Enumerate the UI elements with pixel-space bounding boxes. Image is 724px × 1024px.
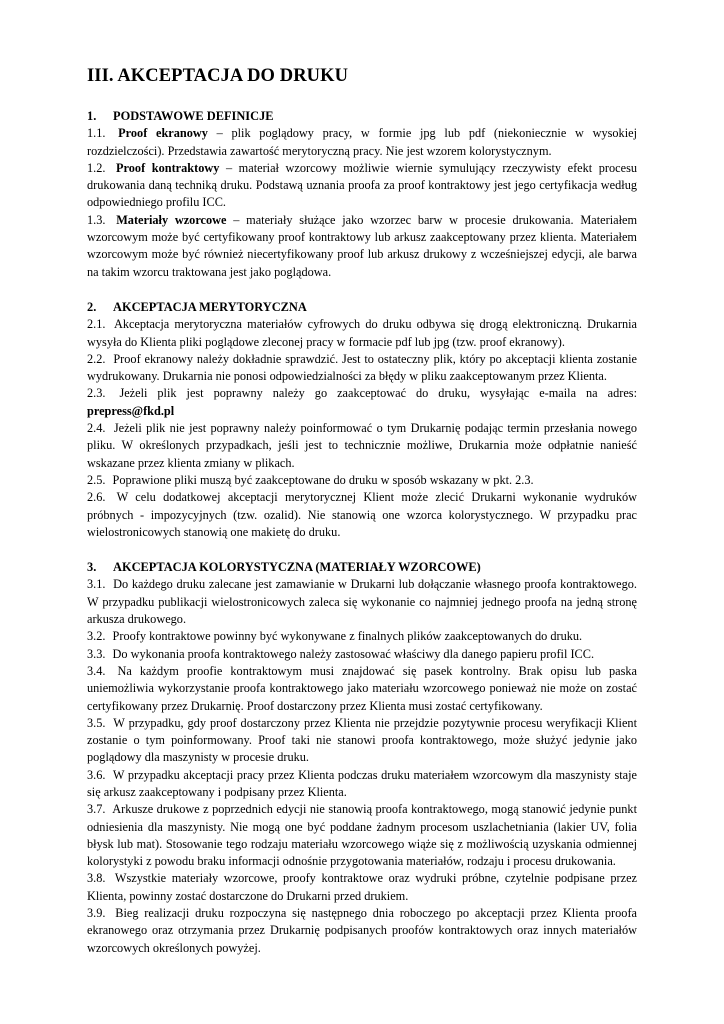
paragraph-3-1 bbox=[87, 576, 637, 628]
paragraph-text: Jeżeli plik jest poprawny należy go zaakceptować do druku, wysyłając e-maila na adres: bbox=[119, 386, 637, 401]
section-number: 1. bbox=[87, 109, 97, 123]
paragraph-number: 2.2. bbox=[87, 351, 106, 366]
paragraph-text: Akceptacja merytoryczna materiałów cyfrowych do druku odbywa się drogą elektroniczną. Drukarnia wysyła do Klienta pliki poglądowe zleconej pracy w formacie pdf lub jpg (tzw. proof ekranowy). bbox=[87, 317, 637, 349]
section-heading bbox=[87, 559, 637, 576]
paragraph-2-2 bbox=[87, 351, 637, 386]
section-heading bbox=[87, 108, 637, 125]
paragraph-3-6 bbox=[87, 767, 637, 802]
paragraph-number: 3.1. bbox=[87, 577, 106, 592]
section-heading bbox=[87, 299, 637, 316]
definition-term: Proof kontraktowy bbox=[116, 160, 220, 175]
definition-1-3 bbox=[87, 212, 637, 281]
paragraph-number: 2.4. bbox=[87, 421, 106, 436]
paragraph-number: 3.4. bbox=[87, 663, 106, 678]
definition-text: – materiały służące jako wzorzec barw w procesie drukowania. Materiałem wzorcowym może być certyfikowany proof kontraktowy lub arkusz zaakceptowany przez klienta. Materiałem wzorcowym może być również niecertyfikowany proof lub arkusz drukowy z wcześniejszej edycji, ale barwa na takim wzorcu traktowana jest jako poglądowa. bbox=[87, 212, 638, 279]
section-number: 3. bbox=[87, 560, 97, 575]
paragraph-number: 3.8. bbox=[87, 871, 106, 886]
paragraph-number: 2.6. bbox=[87, 490, 106, 505]
paragraph-3-7 bbox=[87, 801, 637, 870]
paragraph-number: 2.1. bbox=[87, 317, 106, 332]
paragraph-text: Wszystkie materiały wzorcowe, proofy kontraktowe oraz wydruki próbne, czytelnie podpisane przez Klienta, powinny zostać dostarczone do Drukarni przed drukiem. bbox=[87, 871, 637, 903]
paragraph-text: Na każdym proofie kontraktowym musi znajdować się pasek kontrolny. Brak opisu lub paska uniemożliwia wykorzystanie proofa kontraktowego jako materiału wzorcowego ponieważ nie może on zostać certyfikowany przez Drukarnię. Proof dostarczony przez Klienta musi zostać certyfikowany. bbox=[87, 663, 638, 713]
paragraph-3-4 bbox=[87, 663, 637, 715]
paragraph-3-3 bbox=[87, 646, 637, 663]
paragraph-text: Poprawione pliki muszą być zaakceptowane do druku w sposób wskazany w pkt. 2.3. bbox=[112, 472, 534, 487]
section-definitions bbox=[87, 108, 637, 281]
section-content-acceptance bbox=[87, 299, 637, 541]
paragraph-number: 1.2. bbox=[87, 160, 106, 175]
paragraph-number: 3.9. bbox=[87, 906, 106, 921]
paragraph-3-2 bbox=[87, 628, 637, 645]
section-title: AKCEPTACJA MERYTORYCZNA bbox=[113, 299, 307, 314]
paragraph-2-6 bbox=[87, 489, 637, 541]
paragraph-2-5 bbox=[87, 472, 637, 489]
definition-term: Materiały wzorcowe bbox=[116, 212, 227, 227]
paragraph-2-4 bbox=[87, 420, 637, 472]
definition-text: – plik poglądowy pracy, w formie jpg lub pdf (niekoniecznie w wysokiej rozdzielczości). Przedstawia zawartość merytoryczną pracy. Nie jest wzorem kolorystycznym. bbox=[87, 126, 637, 158]
paragraph-number: 3.7. bbox=[87, 802, 106, 817]
paragraph-text: W celu dodatkowej akceptacji merytorycznej Klient może zlecić Drukarni wykonanie wydruków próbnych - impozycyjnych (tzw. ozalid). Nie stanowią one wzorca kolorystycznego. W przypadku prac wielostronicowych stanowią one makietę do druku. bbox=[87, 490, 637, 539]
section-title: PODSTAWOWE DEFINICJE bbox=[113, 109, 274, 123]
definition-term: Proof ekranowy bbox=[118, 126, 208, 141]
paragraph-number: 3.3. bbox=[87, 646, 106, 661]
paragraph-text: Do każdego druku zalecane jest zamawianie w Drukarni lub dołączanie własnego proofa kontraktowego. W przypadku publikacji wielostronicowych zaleca się wykonanie co najmniej jednego proofa na jedną stronę arkusza drukowego. bbox=[87, 577, 638, 627]
paragraph-text: W przypadku akceptacji pracy przez Klienta podczas druku materiałem wzorcowym dla maszynisty staje się arkusz zaakceptowany i podpisany przez Klienta. bbox=[87, 767, 637, 799]
section-title: AKCEPTACJA KOLORYSTYCZNA (MATERIAŁY WZORCOWE) bbox=[113, 560, 481, 575]
page-title: III. AKCEPTACJA DO DRUKU bbox=[87, 66, 349, 86]
paragraph-3-5 bbox=[87, 715, 637, 767]
paragraph-2-1 bbox=[87, 316, 637, 351]
paragraph-number: 3.5. bbox=[87, 715, 106, 730]
paragraph-text: Arkusze drukowe z poprzednich edycji nie stanowią proofa kontraktowego, mogą stanowić jedynie punkt odniesienia dla maszynisty. Nie mogą one być poddane żadnym procesom uszlachetniania (lakier UV, folia błysk lub mat). Stosowanie tego rodzaju materiału wzorcowego wiąże się z możliwością uzyskania odmiennej kolorystyki z powodu braku informacji odnośnie przygotowania materiałów, rodzaju i procesu drukowania. bbox=[87, 802, 637, 869]
paragraph-2-3 bbox=[87, 385, 637, 420]
paragraph-number: 1.1. bbox=[87, 126, 106, 141]
paragraph-number: 3.6. bbox=[87, 767, 106, 782]
paragraph-text: Bieg realizacji druku rozpoczyna się następnego dnia roboczego po akceptacji przez Klienta proofa ekranowego oraz otrzymania przez Drukarnię podpisanych proofów kontraktowych oraz innych materiałów wzorcowych określonych powyżej. bbox=[87, 906, 637, 955]
paragraph-text: Jeżeli plik nie jest poprawny należy poinformować o tym Drukarnię podając termin przesłania nowego pliku. W określonych przypadkach, jeśli jest to technicznie możliwe, Drukarnia może odpłatnie nanieść wskazane przez klienta zmiany w plikach. bbox=[87, 421, 637, 470]
paragraph-number: 2.5. bbox=[87, 472, 106, 487]
paragraph-number: 2.3. bbox=[87, 386, 106, 401]
definition-1-1 bbox=[87, 125, 637, 160]
paragraph-number: 1.3. bbox=[87, 212, 106, 227]
section-number: 2. bbox=[87, 299, 97, 314]
paragraph-text: Do wykonania proofa kontraktowego należy zastosować właściwy dla danego papieru profil ICC. bbox=[112, 646, 595, 661]
definition-text: – materiał wzorcowy możliwie wiernie symulujący rzeczywisty efekt procesu drukowania daną techniką druku. Podstawą uznania proofa za proof kontraktowy jest jego certyfikacja według odpowiedniego profilu ICC. bbox=[87, 160, 638, 210]
paragraph-3-8 bbox=[87, 870, 637, 905]
paragraph-3-9 bbox=[87, 905, 637, 957]
email-address: prepress@fkd.pl bbox=[87, 403, 175, 418]
paragraph-text: W przypadku, gdy proof dostarczony przez Klienta nie przejdzie pozytywnie procesu weryfikacji Klient zostanie o tym poinformowany. Proof taki nie stanowi proofa kontraktowego, może służyć jedynie jako poglądowy dla maszynisty w procesie druku. bbox=[87, 715, 637, 765]
paragraph-number: 3.2. bbox=[87, 629, 106, 644]
definition-1-2 bbox=[87, 160, 637, 212]
section-color-acceptance bbox=[87, 559, 637, 957]
paragraph-text: Proofy kontraktowe powinny być wykonywane z finalnych plików zaakceptowanych do druku. bbox=[112, 629, 583, 644]
paragraph-text: Proof ekranowy należy dokładnie sprawdzić. Jest to ostateczny plik, który po akceptacji klienta zostanie wydrukowany. Drukarnia nie ponosi odpowiedzialności za błędy w pliku zaakceptowanym przez Klienta. bbox=[87, 351, 638, 384]
